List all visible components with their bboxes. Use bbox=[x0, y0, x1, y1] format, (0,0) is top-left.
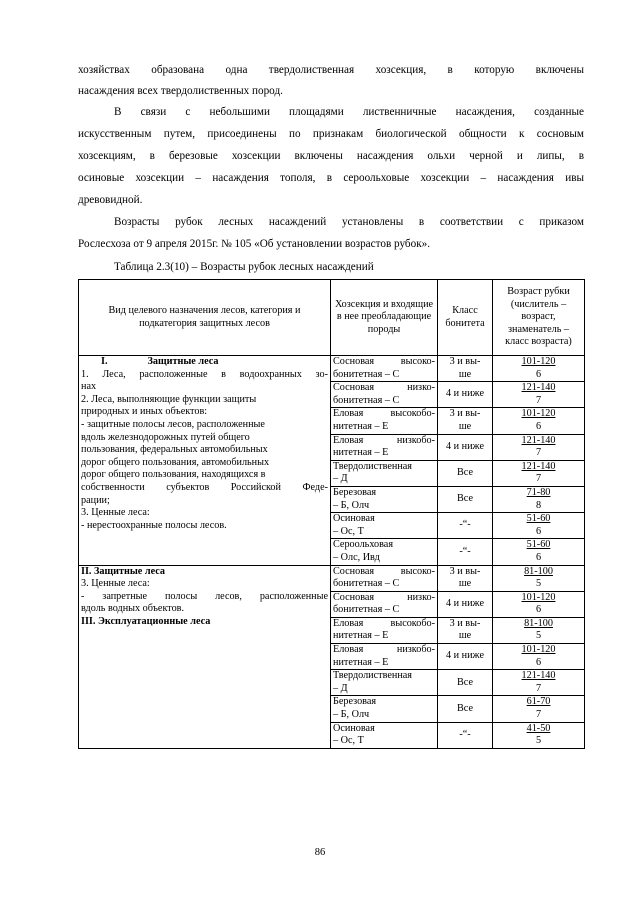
table-header-row bbox=[79, 280, 585, 356]
site-class-cell: -“- bbox=[438, 722, 493, 748]
economic-section-cell: Осиновая – Ос, Т bbox=[331, 722, 438, 748]
economic-section-cell: Еловая низкобо- нитетная – Е bbox=[331, 644, 438, 670]
cutting-age-cell: 61-70 7 bbox=[493, 696, 585, 722]
section1-line: собственности субъектов Российской Феде- bbox=[81, 481, 328, 493]
section1-line: вдоль железнодорожных путей общего bbox=[81, 431, 250, 443]
site-class-cell: 4 и ниже bbox=[438, 434, 493, 460]
cutting-age-cell: 121-140 7 bbox=[493, 382, 585, 408]
cutting-age-cell: 121-140 7 bbox=[493, 460, 585, 486]
economic-section-cell: Еловая высокобо- нитетная – Е bbox=[331, 408, 438, 434]
section2-line: 3. Ценные леса: bbox=[81, 578, 150, 590]
section1-line: нах bbox=[81, 381, 97, 393]
site-class-cell: -“- bbox=[438, 539, 493, 565]
site-class-cell: 3 и вы- ше bbox=[438, 408, 493, 434]
cutting-age-cell: 101-120 6 bbox=[493, 591, 585, 617]
paragraph-line: насаждения всех твердолиственных пород. bbox=[78, 85, 283, 97]
header-economic-section: Хозсекция и входящие в нее преобладающие породы bbox=[331, 280, 438, 356]
section1-line: дорог общего пользования, находящихся в bbox=[81, 469, 266, 481]
section3-title: III. Эксплуатационные леса bbox=[81, 615, 211, 627]
cutting-age-cell: 101-120 6 bbox=[493, 644, 585, 670]
section1-line: пользования, федеральных автомобильных bbox=[81, 444, 268, 456]
cutting-age-cell: 121-140 7 bbox=[493, 434, 585, 460]
site-class-cell: 3 и вы- ше bbox=[438, 356, 493, 382]
table-row bbox=[79, 356, 585, 382]
section1-line: рации; bbox=[81, 494, 110, 506]
paragraph-line: осиновые хозсекции – насаждения тополя, в сероольховые хозсекции – насаждения ивы bbox=[78, 172, 584, 184]
section1-line: - нерестоохранные полосы лесов. bbox=[81, 519, 227, 531]
site-class-cell: Все bbox=[438, 460, 493, 486]
site-class-cell: 4 и ниже bbox=[438, 382, 493, 408]
paragraph-line: Рослесхоза от 9 апреля 2015г. № 105 «Об установлении возрастов рубок». bbox=[78, 238, 431, 250]
section2-description bbox=[79, 565, 331, 748]
section1-line: природных и иных объектов: bbox=[81, 406, 208, 418]
site-class-cell: Все bbox=[438, 670, 493, 696]
economic-section-cell: Сероольховая – Олс, Ивд bbox=[331, 539, 438, 565]
section1-title: I. Защитные леса bbox=[101, 356, 219, 367]
header-forest-purpose: Вид целевого назначения лесов, категория и подкатегория защитных лесов bbox=[79, 280, 331, 356]
economic-section-cell: Березовая – Б, Олч bbox=[331, 486, 438, 512]
header-site-class: Класс бонитета bbox=[438, 280, 493, 356]
section1-line: дорог общего пользования, автомобильных bbox=[81, 456, 270, 468]
paragraph-line: хозсекциям, в березовые хозсекции включены насаждения ольхи черной и липы, в bbox=[78, 150, 584, 162]
site-class-cell: 4 и ниже bbox=[438, 644, 493, 670]
section1-line: 3. Ценные леса: bbox=[81, 507, 150, 519]
cutting-age-cell: 41-50 5 bbox=[493, 722, 585, 748]
cutting-age-cell: 51-60 6 bbox=[493, 539, 585, 565]
cutting-age-cell: 101-120 6 bbox=[493, 408, 585, 434]
paragraph-line: В связи с небольшими площадями лиственничные насаждения, созданные bbox=[114, 106, 584, 118]
economic-section-cell: Сосновая высоко- бонитетная – С bbox=[331, 565, 438, 591]
page-number: 86 bbox=[314, 847, 326, 858]
site-class-cell: Все bbox=[438, 486, 493, 512]
table-row bbox=[79, 565, 585, 591]
section2-line: - запретные полосы лесов, расположенные bbox=[81, 590, 328, 602]
cutting-age-cell: 81-100 5 bbox=[493, 565, 585, 591]
economic-section-cell: Еловая низкобо- нитетная – Е bbox=[331, 434, 438, 460]
economic-section-cell: Осиновая – Ос, Т bbox=[331, 513, 438, 539]
site-class-cell: Все bbox=[438, 696, 493, 722]
table-caption: Таблица 2.3(10) – Возрасты рубок лесных насаждений bbox=[114, 261, 374, 273]
site-class-cell: 4 и ниже bbox=[438, 591, 493, 617]
economic-section-cell: Сосновая высоко- бонитетная – С bbox=[331, 356, 438, 382]
economic-section-cell: Березовая – Б, Олч bbox=[331, 696, 438, 722]
cutting-age-cell: 81-100 5 bbox=[493, 617, 585, 643]
cutting-age-cell: 101-120 6 bbox=[493, 356, 585, 382]
site-class-cell: 3 и вы- ше bbox=[438, 617, 493, 643]
economic-section-cell: Еловая высокобо- нитетная – Е bbox=[331, 617, 438, 643]
economic-section-cell: Сосновая низко- бонитетная – С bbox=[331, 382, 438, 408]
section1-line: 1. Леса, расположенные в водоохранных зо- bbox=[81, 368, 328, 380]
paragraph-line: искусственным путем, присоединены по признакам биологической общности к сосновым bbox=[78, 128, 584, 140]
section2-title: II. Защитные леса bbox=[81, 565, 165, 577]
paragraph-line: Возрасты рубок лесных насаждений установлены в соответствии с приказом bbox=[114, 216, 584, 228]
cutting-age-table bbox=[78, 279, 585, 749]
economic-section-cell: Твердолиственная – Д bbox=[331, 460, 438, 486]
paragraph-line: древовидной. bbox=[78, 194, 143, 206]
site-class-cell: -“- bbox=[438, 513, 493, 539]
section1-description bbox=[79, 356, 331, 566]
header-cutting-age: Возраст рубки (числитель – возраст, знаменатель – класс возраста) bbox=[493, 280, 585, 356]
cutting-age-cell: 71-80 8 bbox=[493, 486, 585, 512]
economic-section-cell: Твердолиственная – Д bbox=[331, 670, 438, 696]
section2-line: вдоль водных объектов. bbox=[81, 603, 185, 615]
economic-section-cell: Сосновая низко- бонитетная – С bbox=[331, 591, 438, 617]
site-class-cell: 3 и вы- ше bbox=[438, 565, 493, 591]
section1-line: - защитные полосы лесов, расположенные bbox=[81, 418, 265, 430]
section1-line: 2. Леса, выполняющие функции защиты bbox=[81, 393, 257, 405]
paragraph-line: хозяйствах образована одна твердолиственная хозсекция, в которую включены bbox=[78, 64, 584, 76]
cutting-age-cell: 121-140 7 bbox=[493, 670, 585, 696]
cutting-age-cell: 51-60 6 bbox=[493, 513, 585, 539]
